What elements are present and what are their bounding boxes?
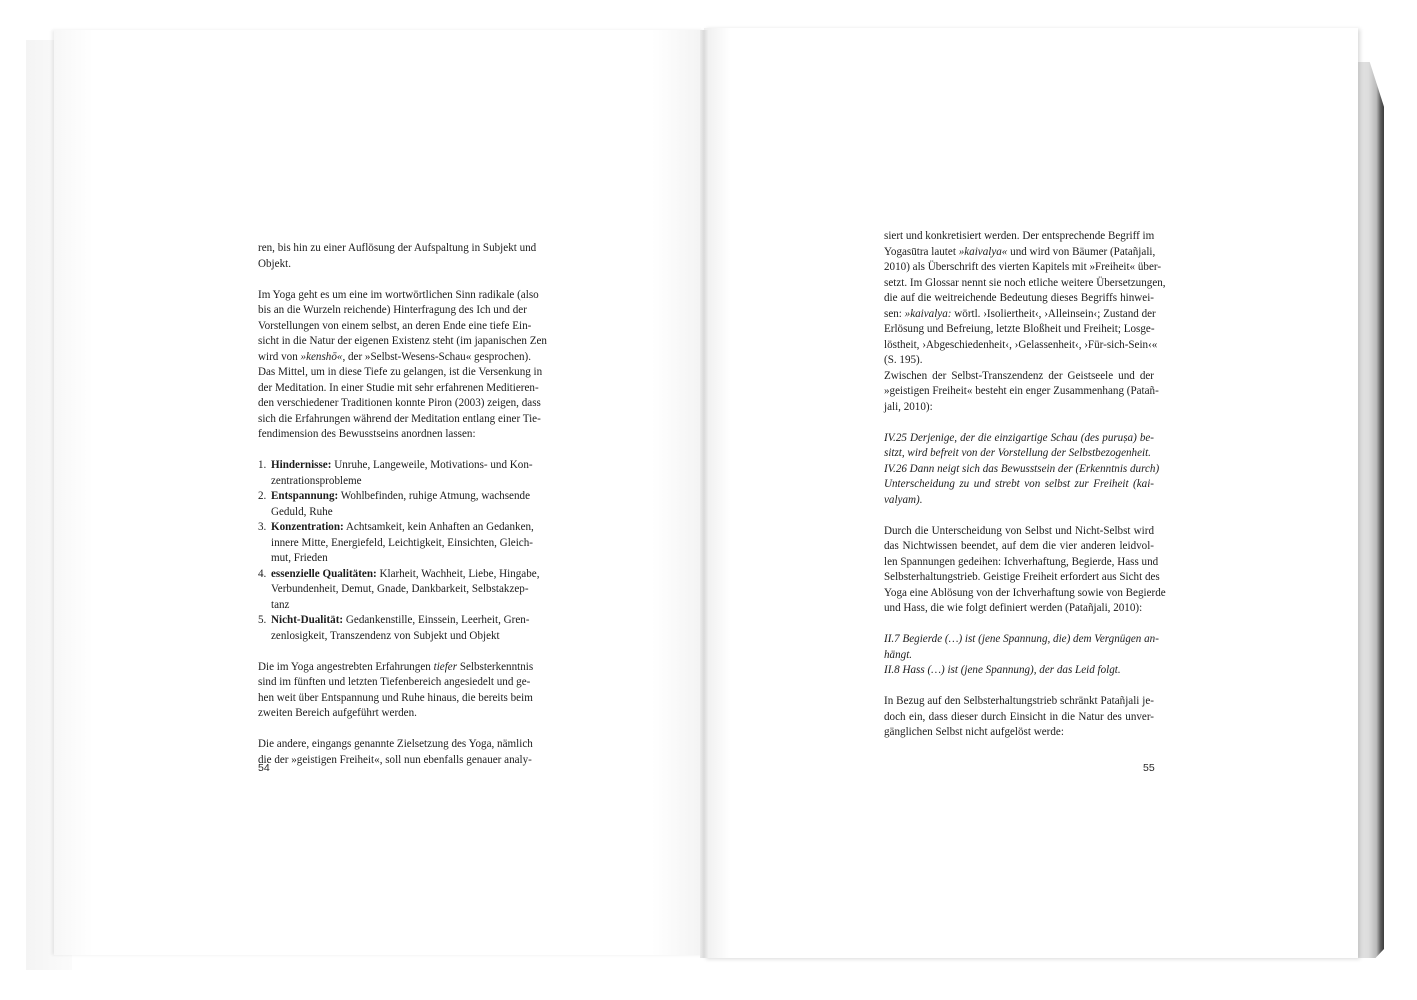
paragraph: [258, 737, 533, 768]
text-line: doch ein, dass dieser durch Einsicht in die Natur des unver-: [884, 710, 1154, 723]
right-page-text: [884, 229, 1166, 741]
text-line: IV.25 Derjenige, der die einzigartige Schau (des puruṣa) be-: [884, 431, 1154, 444]
text-line: ren, bis hin zu einer Auflösung der Aufspaltung in Subjekt und: [258, 242, 537, 254]
text-line: (S. 195).: [884, 354, 923, 366]
text-line: II.7 Begierde (…) ist (jene Spannung, die) dem Vergnügen an-: [884, 633, 1159, 645]
list-item: 4. essenzielle Qualitäten: Klarheit, Wachheit, Liebe, Hingabe, Verbundenheit, Demut, Gnade, Dankbarkeit, Selbstakzep- tanz: [258, 567, 540, 611]
list-item: 1. Hindernisse: Unruhe, Langeweile, Motivations- und Kon- zentrationsprobleme: [258, 459, 533, 487]
page-number: 55: [1143, 762, 1155, 774]
text-line: Das Mittel, um in diese Tiefe zu gelangen, ist die Versenkung in: [258, 366, 543, 378]
text-line: sicht in die Natur der eigenen Existenz steht (im japanischen Zen: [258, 335, 547, 347]
text-line: sind im fünften und letzten Tiefenbereich angesiedelt und ge-: [258, 676, 531, 688]
quotation: [884, 431, 1160, 509]
meditation-depth-list: [258, 458, 540, 644]
left-page-text: [258, 241, 547, 768]
text-line: Yogasūtra lautet »kaivalya« und wird von Bäumer (Patañjali,: [884, 245, 1156, 258]
text-line: zweiten Bereich aufgeführt werden.: [258, 707, 417, 719]
text-line: der Meditation. In einer Studie mit sehr erfahrenen Meditieren-: [258, 381, 539, 394]
text-line: Unterscheidung zu und strebt von selbst zur Freiheit (kai-: [884, 478, 1154, 490]
text-line: Selbsterhaltungstrieb. Geistige Freiheit erfordert aus Sicht des: [884, 571, 1160, 583]
text-line: siert und konkretisiert werden. Der entsprechende Begriff im: [884, 230, 1155, 242]
text-line: bis an die Wurzeln reichende) Hinterfragung des Ich und der: [258, 304, 527, 316]
text-line: 2010) als Überschrift des vierten Kapitels mit »Freiheit« über-: [884, 261, 1162, 273]
page-number: 54: [258, 762, 270, 774]
text-line: wird von »kenshō«, der »Selbst-Wesens-Schau« gesprochen).: [258, 350, 532, 363]
text-line: sitzt, wird befreit von der Vorstellung der Selbstbezogenheit.: [884, 447, 1151, 459]
text-line: valyam).: [884, 493, 923, 506]
text-line: »geistigen Freiheit« besteht ein enger Zusammenhang (Patañ-: [884, 385, 1159, 397]
list-item: 2. Entspannung: Wohlbefinden, ruhige Atmung, wachsende Geduld, Ruhe: [258, 490, 530, 518]
paragraph: [884, 694, 1154, 741]
text-line: die der »geistigen Freiheit«, soll nun ebenfalls genauer analy-: [258, 753, 532, 766]
text-line: II.8 Hass (…) ist (jene Spannung), der das Leid folgt.: [884, 664, 1121, 676]
text-line: Durch die Unterscheidung von Selbst und Nicht-Selbst wird: [884, 524, 1154, 537]
text-line: len Spannungen gedeihen: Ichverhaftung, Begierde, Hass und: [884, 555, 1159, 568]
text-line: Die andere, eingangs genannte Zielsetzung des Yoga, nämlich: [258, 738, 533, 750]
text-line: sen: »kaivalya: wörtl. ›Isoliertheit‹, ›Alleinsein‹; Zustand der: [884, 307, 1156, 320]
text-line: die auf die weitreichende Bedeutung dieses Begriffs hinwei-: [884, 292, 1154, 304]
paragraph: [258, 660, 534, 722]
text-line: den verschiedener Traditionen konnte Piron (2003) zeigen, dass: [258, 397, 541, 409]
text-line: Zwischen der Selbst-Transzendenz der Geistseele und der: [884, 369, 1154, 382]
text-line: IV.26 Dann neigt sich das Bewusstsein der (Erkenntnis durch): [884, 462, 1160, 475]
text-line: hängt.: [884, 648, 913, 661]
text-line: In Bezug auf den Selbsterhaltungstrieb schränkt Patañjali je-: [884, 695, 1154, 707]
text-line: Im Yoga geht es um eine im wortwörtlichen Sinn radikale (also: [258, 288, 539, 301]
paragraph: [258, 241, 537, 272]
text-line: gänglichen Selbst nicht aufgelöst werde:: [884, 726, 1064, 738]
text-line: löstheit, ›Abgeschiedenheit‹, ›Gelassenheit‹, ›Für-sich-Sein‹«: [884, 338, 1158, 351]
text-line: sich die Erfahrungen während der Meditation entlang einer Tie-: [258, 412, 541, 425]
text-line: Vorstellungen von einem selbst, an deren Ende eine tiefe Ein-: [258, 319, 532, 332]
text-line: Erlösung und Befreiung, letzte Bloßheit und Freiheit; Losge-: [884, 323, 1155, 335]
text-line: jali, 2010):: [884, 400, 933, 413]
quotation: [884, 632, 1159, 679]
list-item: 3. Konzentration: Achtsamkeit, kein Anhaften an Gedanken, innere Mitte, Energiefeld, Leichtigkeit, Einsichten, Gleich- mut, Frieden: [258, 521, 534, 564]
text-line: Die im Yoga angestrebten Erfahrungen tiefer Selbsterkenntnis: [258, 660, 534, 673]
text-line: und Hass, die wie folgt definiert werden (Patañjali, 2010):: [884, 602, 1143, 614]
book-gutter: [700, 30, 708, 958]
list-item: 5. Nicht-Dualität: Gedankenstille, Einssein, Leerheit, Gren- zenlosigkeit, Transzendenz von Subjekt und Objekt: [258, 614, 530, 642]
text-line: hen weit über Entspannung und Ruhe hinaus, die bereits beim: [258, 691, 533, 704]
text-line: das Nichtwissen beendet, auf dem die vier anderen leidvol-: [884, 540, 1154, 552]
paragraph: [258, 288, 547, 443]
text-line: Objekt.: [258, 257, 291, 270]
text-line: Yoga eine Ablösung von der Ichverhaftung sowie von Begierde: [884, 586, 1166, 599]
text-line: setzt. Im Glossar nennt sie noch etliche weitere Übersetzungen,: [884, 276, 1166, 289]
text-line: fendimension des Bewusstseins anordnen lassen:: [258, 428, 476, 440]
paragraph: [884, 229, 1166, 415]
paragraph: [884, 524, 1166, 617]
